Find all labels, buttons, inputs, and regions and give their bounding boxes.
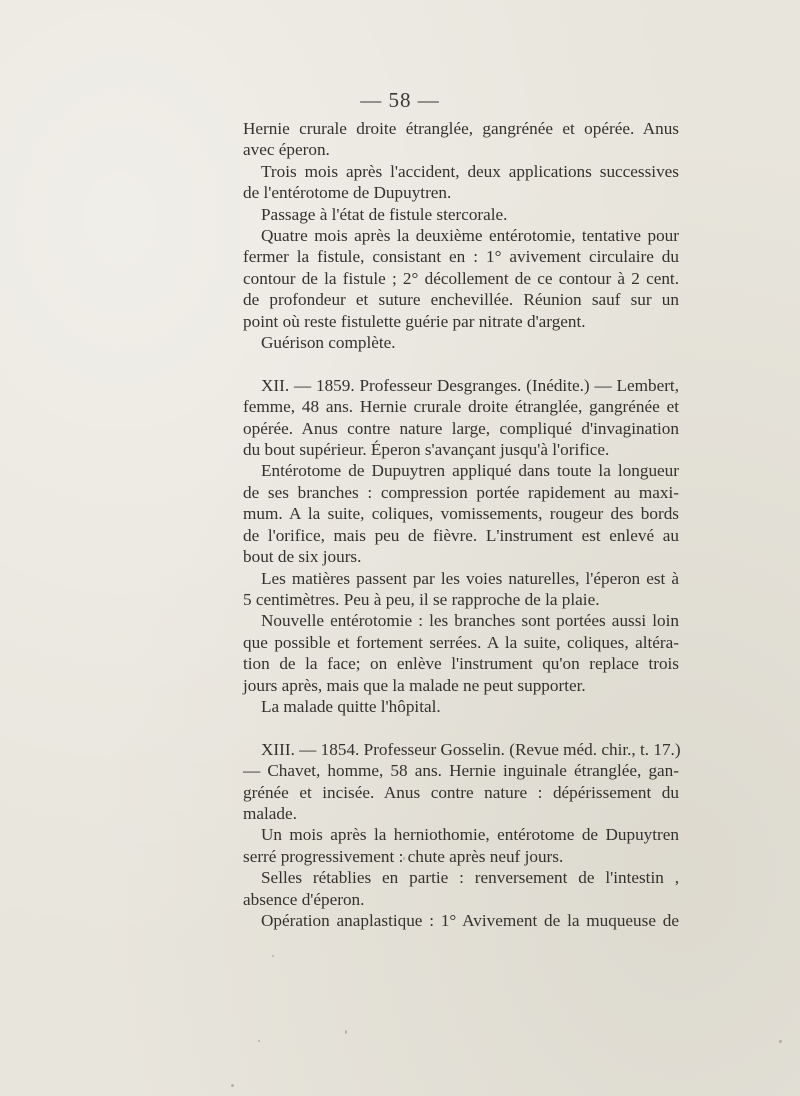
paragraph-gap [243, 717, 679, 738]
text-line: Les matières passent par les voies naturelles, l'éperon est à [261, 568, 679, 588]
text-line: de ses branches : compression portée rapidement au maxi- [243, 482, 679, 502]
text-line: de profondeur et suture enchevillée. Réunion sauf sur un [243, 290, 679, 310]
text-line: Hernie crurale droite étranglée, gangrénée et opérée. Anus [243, 119, 679, 138]
text-line: jours après, mais que la malade ne peut supporter. [243, 675, 586, 695]
text-line: Nouvelle entérotomie : les branches sont portées aussi loin [261, 611, 679, 631]
text-line: du bout supérieur. Éperon s'avançant jusqu'à l'orifice. [243, 440, 610, 460]
text-line: de l'entérotome de Dupuytren. [243, 183, 452, 203]
text-line: point où reste fistulette guérie par nitrate d'argent. [243, 311, 586, 331]
text-line: que possible et fortement serrées. A la suite, coliques, altéra- [243, 632, 679, 652]
text-line: femme, 48 ans. Hernie crurale droite étranglée, gangrénée et [243, 397, 679, 417]
text-line: Trois mois après l'accident, deux applications successives [261, 161, 679, 181]
text-line: Passage à l'état de fistule stercorale. [261, 204, 508, 224]
text-line: grénée et incisée. Anus contre nature : dépérissement du [243, 782, 679, 802]
text-line: La malade quitte l'hôpital. [261, 696, 441, 716]
text-line: fermer la fistule, consistant en : 1° avivement circulaire du [243, 247, 679, 267]
paragraph-gap [243, 353, 679, 374]
text-line: avec éperon. [243, 140, 330, 160]
text-line: XIII. — 1854. Professeur Gosselin. (Revue méd. chir., t. 17.) [261, 739, 681, 759]
text-line: Guérison complète. [261, 333, 396, 353]
paper-speck [258, 1040, 260, 1042]
text-line: — Chavet, homme, 58 ans. Hernie inguinale étranglée, gan- [243, 761, 679, 781]
text-line: contour de la fistule ; 2° décollement de ce contour à 2 cent. [243, 268, 679, 288]
text-line: absence d'éperon. [243, 889, 365, 909]
text-line: serré progressivement : chute après neuf jours. [243, 846, 564, 866]
paper-speck [779, 1040, 782, 1043]
text-line: bout de six jours. [243, 547, 362, 567]
page-number: — 58 — [360, 88, 440, 112]
text-line: tion de la face; on enlève l'instrument qu'on replace trois [243, 654, 679, 674]
text-line: Opération anaplastique : 1° Avivement de la muqueuse de [261, 911, 679, 930]
text-line: Entérotome de Dupuytren appliqué dans toute la longueur [261, 461, 679, 481]
text-line: 5 centimètres. Peu à peu, il se rapproche de la plaie. [243, 589, 600, 609]
paper-speck [231, 1084, 234, 1087]
body-text [243, 118, 679, 931]
text-line: opérée. Anus contre nature large, compliqué d'invagination [243, 418, 679, 438]
text-line: malade. [243, 803, 297, 823]
text-line: de l'orifice, mais peu de fièvre. L'instrument est enlevé au [243, 525, 679, 545]
text-line: Quatre mois après la deuxième entérotomie, tentative pour [261, 226, 679, 246]
text-line: XII. — 1859. Professeur Desgranges. (Inédite.) — Lembert, [261, 375, 679, 395]
text-line: mum. A la suite, coliques, vomissements, rougeur des bords [243, 504, 679, 524]
paper-speck [403, 857, 405, 860]
text-line: Selles rétablies en partie : renversement de l'intestin , [261, 868, 679, 888]
paper-speck [272, 955, 274, 957]
paper-speck [345, 1030, 347, 1034]
text-line: Un mois après la herniothomie, entérotome de Dupuytren [261, 825, 679, 845]
